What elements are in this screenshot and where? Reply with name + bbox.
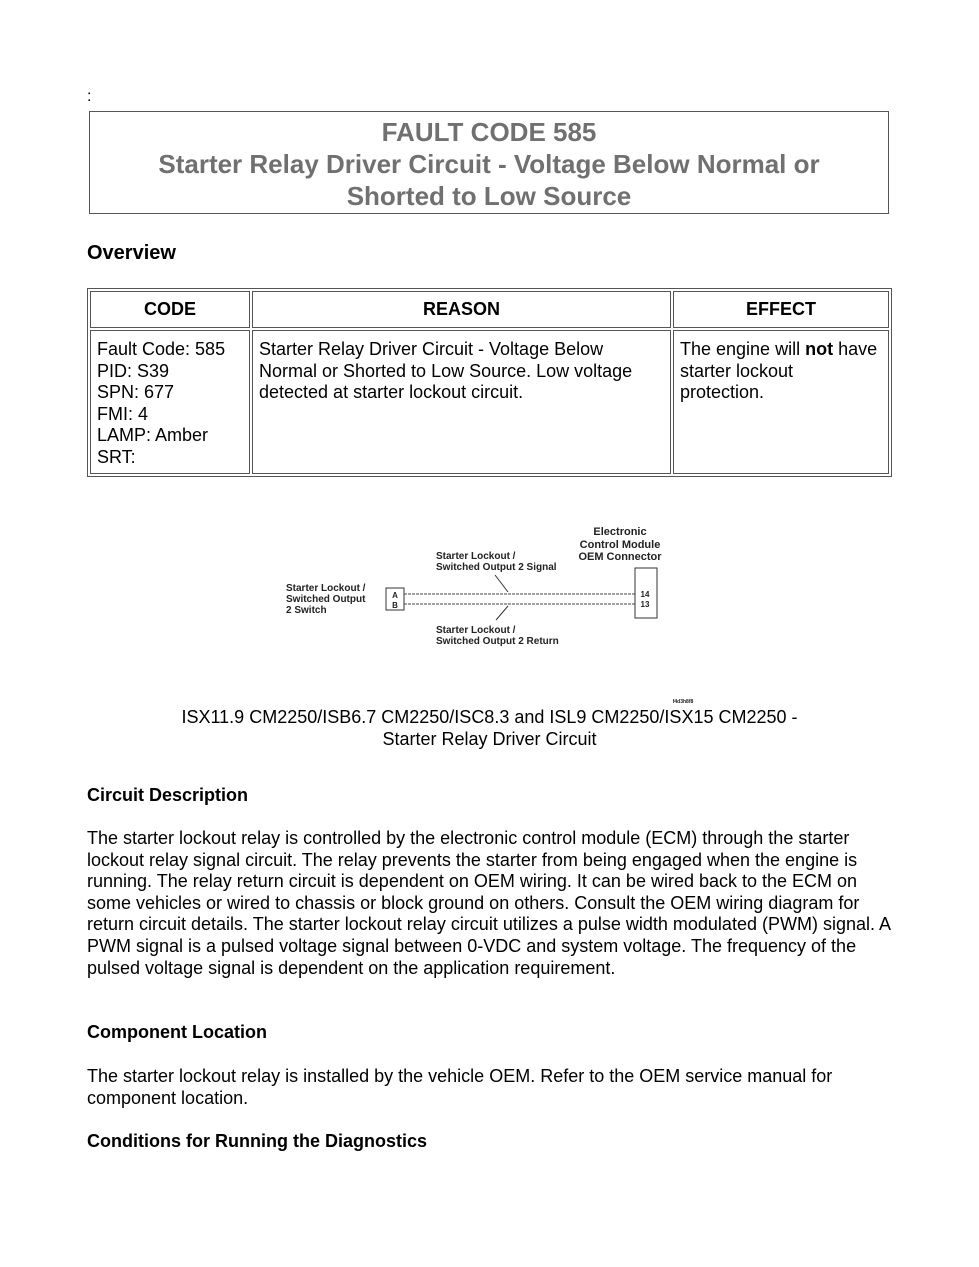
ecm-label-3: OEM Connector bbox=[578, 551, 662, 563]
return-label-1: Starter Lockout / bbox=[436, 625, 516, 636]
overview-table bbox=[87, 288, 892, 477]
pin-13-label: 13 bbox=[640, 600, 650, 609]
pin-a-label: A bbox=[392, 591, 398, 600]
wiring-diagram bbox=[280, 520, 700, 705]
effect-cell bbox=[673, 330, 889, 474]
code-line: Fault Code: 585 bbox=[97, 339, 226, 359]
code-cell bbox=[90, 330, 250, 474]
title-line-2: Starter Relay Driver Circuit - Voltage Below Normal or bbox=[158, 149, 820, 179]
header-effect: EFFECT bbox=[673, 291, 889, 328]
code-line: PID: S39 bbox=[97, 360, 170, 381]
conditions-heading: Conditions for Running the Diagnostics bbox=[87, 1131, 427, 1151]
title-line-3: Shorted to Low Source bbox=[346, 181, 632, 211]
return-label-2: Switched Output 2 Return bbox=[436, 636, 559, 647]
title-line-1: FAULT CODE 585 bbox=[381, 117, 597, 147]
circuit-description-text: The starter lockout relay is controlled by the electronic control module (ECM) through the starter lockout relay signal circuit. The relay prevents the starter from being engaged when the engine is running. The relay return circuit is dependent on OEM wiring. It can be wired back to the ECM on some vehicles or wired to chassis or block ground on others. Consult the OEM wiring diagram for return circuit details. The starter lockout relay circuit utilizes a pulse width modulated (PWM) signal. A PWM signal is a pulsed voltage signal between 0-VDC and system voltage. The frequency of the pulsed voltage signal is dependent on the application requirement. bbox=[87, 828, 890, 978]
effect-text-post: have starter lockout protection. bbox=[680, 339, 878, 402]
code-line: LAMP: Amber bbox=[97, 425, 209, 445]
page-mark: : bbox=[87, 88, 92, 105]
signal-label-2: Switched Output 2 Signal bbox=[436, 562, 557, 573]
switch-label-3: 2 Switch bbox=[286, 605, 327, 616]
signal-leader-line bbox=[495, 575, 508, 592]
code-line: SPN: 677 bbox=[97, 382, 175, 402]
header-reason: REASON bbox=[252, 291, 671, 328]
switch-label-1: Starter Lockout / bbox=[286, 583, 366, 594]
caption-line-2: Starter Relay Driver Circuit bbox=[382, 729, 597, 749]
switch-label-2: Switched Output bbox=[286, 594, 366, 605]
component-location-text: The starter lockout relay is installed by the vehicle OEM. Refer to the OEM service manual for component location. bbox=[87, 1066, 833, 1108]
header-code: CODE bbox=[90, 291, 250, 328]
effect-text-bold: not bbox=[805, 339, 834, 359]
code-line: FMI: 4 bbox=[97, 403, 149, 424]
table-row bbox=[90, 330, 889, 474]
pin-b-label: B bbox=[392, 601, 398, 610]
diagram-caption bbox=[87, 706, 892, 750]
circuit-description-heading: Circuit Description bbox=[87, 785, 249, 805]
overview-heading: Overview bbox=[87, 242, 176, 264]
component-location-heading: Component Location bbox=[87, 1022, 267, 1042]
signal-label-1: Starter Lockout / bbox=[436, 551, 516, 562]
diagram-id: f4d3h8f8 bbox=[672, 699, 694, 705]
code-line: SRT: bbox=[97, 446, 136, 467]
ecm-label-2: Control Module bbox=[579, 539, 661, 551]
return-leader-line bbox=[496, 606, 508, 620]
pin-14-label: 14 bbox=[640, 590, 650, 599]
ecm-label-1: Electronic bbox=[593, 526, 647, 538]
reason-cell: Starter Relay Driver Circuit - Voltage Below Normal or Shorted to Low Source. Low voltage detected at starter lockout circuit. bbox=[252, 330, 671, 474]
title-box bbox=[89, 111, 889, 214]
table-header-row bbox=[90, 291, 889, 328]
effect-text-pre: The engine will bbox=[680, 339, 806, 359]
caption-line-1: ISX11.9 CM2250/ISB6.7 CM2250/ISC8.3 and ISL9 CM2250/ISX15 CM2250 - bbox=[181, 707, 798, 727]
